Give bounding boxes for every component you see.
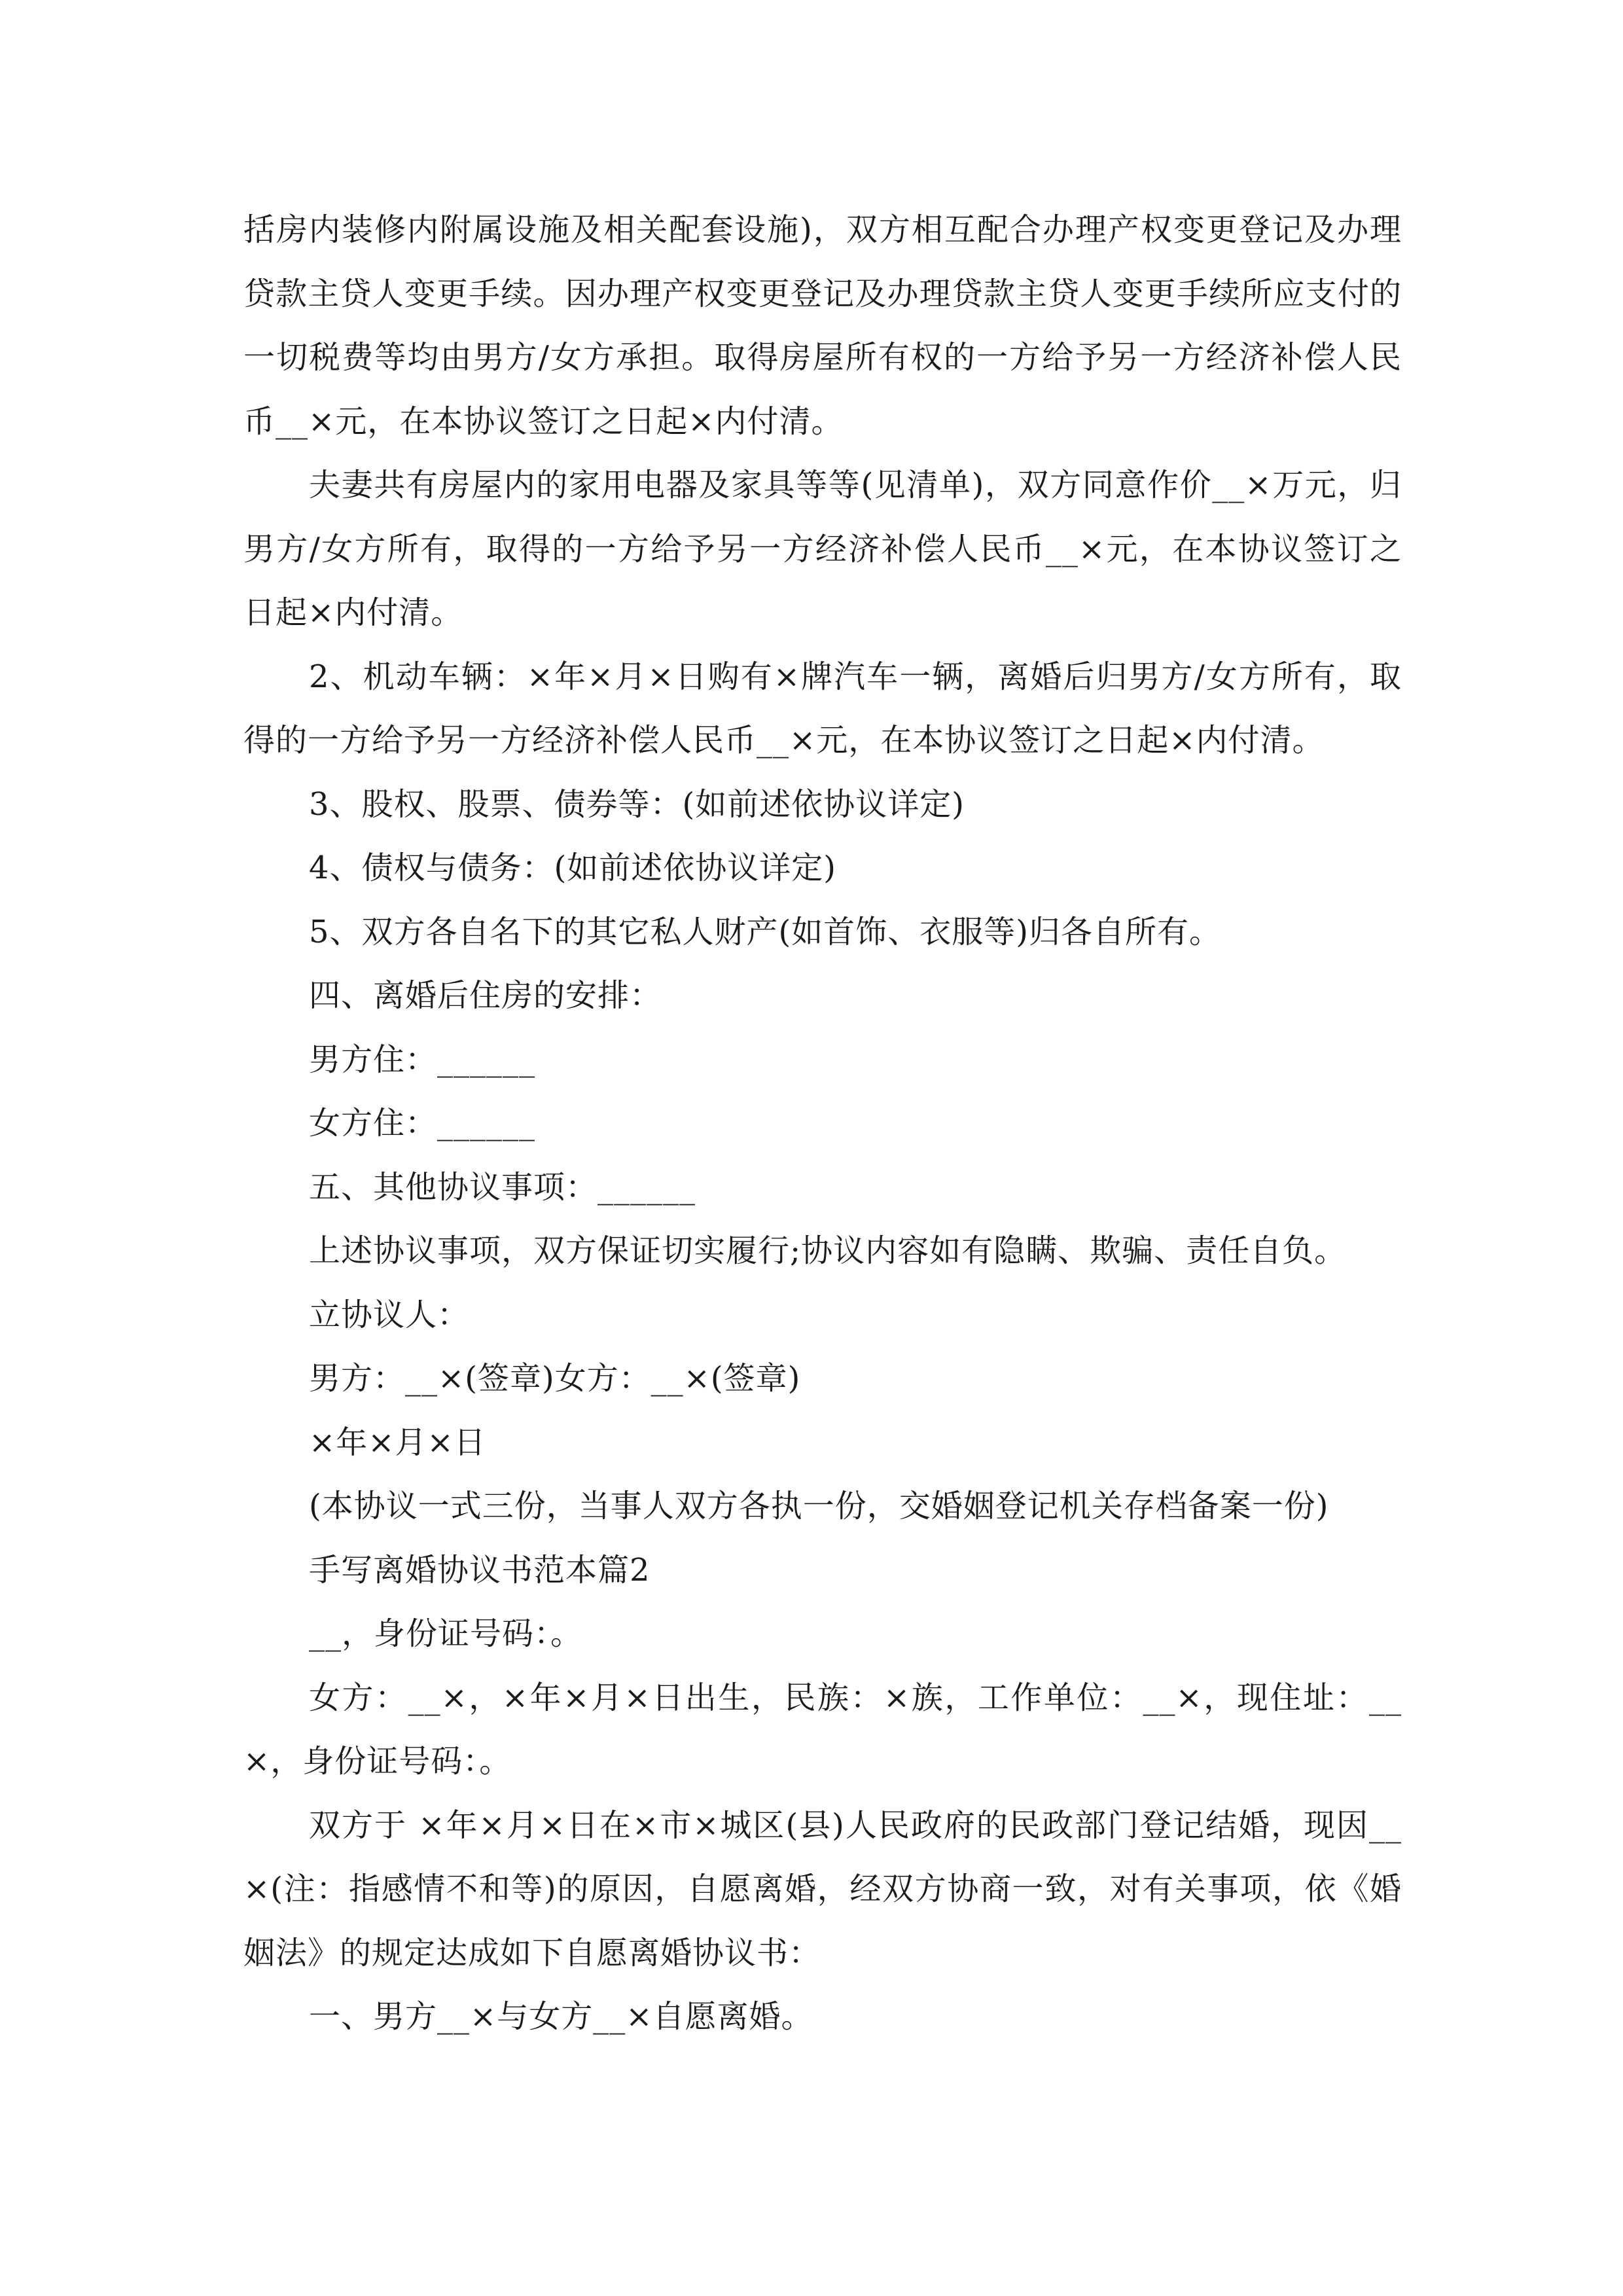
paragraph-copies-note: (本协议一式三份，当事人双方各执一份，交婚姻登记机关存档备案一份) <box>309 1488 1329 1524</box>
paragraph-signatories-label: 立协议人： <box>309 1296 470 1333</box>
paragraph-signatures: 男方：__×(签章)女方：__×(签章) <box>309 1360 801 1397</box>
paragraph-date: ×年×月×日 <box>309 1424 486 1461</box>
document-body <box>243 198 1402 2049</box>
paragraph-article-one: 一、男方__×与女方__×自愿离婚。 <box>309 1998 813 2035</box>
section-heading-other-matters: 五、其他协议事项：______ <box>309 1168 696 1206</box>
paragraph-vehicle: 2、机动车辆：×年×月×日购有×牌汽车一辆，离婚后归男方/女方所有，取得的一方给予另一方经济补偿人民币__×元，在本协议签订之日起×内付清。 <box>243 658 1402 759</box>
paragraph-id-number: __，身份证号码：。 <box>309 1615 583 1652</box>
paragraph-stocks: 3、股权、股票、债券等：(如前述依协议详定) <box>309 785 965 823</box>
paragraph-appliances: 夫妻共有房屋内的家用电器及家具等等(见清单)，双方同意作价__×万元，归男方/女方所有，取得的一方给予另一方经济补偿人民币__×元，在本协议签订之日起×内付清。 <box>243 467 1402 631</box>
section-title-sample-2: 手写离婚协议书范本篇2 <box>309 1551 651 1588</box>
paragraph-female-residence: 女方住：______ <box>309 1105 536 1141</box>
paragraph-male-residence: 男方住：______ <box>309 1041 536 1078</box>
paragraph-property-house: 括房内装修内附属设施及相关配套设施)，双方相互配合办理产权变更登记及办理贷款主贷人变更手续。因办理产权变更登记及办理贷款主贷人变更手续所应支付的一切税费等均由男方/女方承担。取得房屋所有权的一方给予另一方经济补偿人民币__×元，在本协议签订之日起×内付清。 <box>243 211 1402 440</box>
paragraph-marriage-registration: 双方于 ×年×月×日在×市×城区(县)人民政府的民政部门登记结婚，现因__×(注：指感情不和等)的原因，自愿离婚，经双方协商一致，对有关事项，依《婚姻法》的规定达成如下自愿离婚协议书： <box>243 1806 1402 1971</box>
paragraph-guarantee: 上述协议事项，双方保证切实履行;协议内容如有隐瞒、欺骗、责任自负。 <box>309 1232 1347 1269</box>
paragraph-female-info: 女方：__×，×年×月×日出生，民族：×族，工作单位：__×，现住址：__×，身份证号码：。 <box>243 1679 1402 1780</box>
paragraph-personal-property: 5、双方各自名下的其它私人财产(如首饰、衣服等)归各自所有。 <box>309 913 1221 950</box>
section-heading-housing: 四、离婚后住房的安排： <box>309 977 662 1014</box>
paragraph-debts: 4、债权与债务：(如前述依协议详定) <box>309 850 836 886</box>
